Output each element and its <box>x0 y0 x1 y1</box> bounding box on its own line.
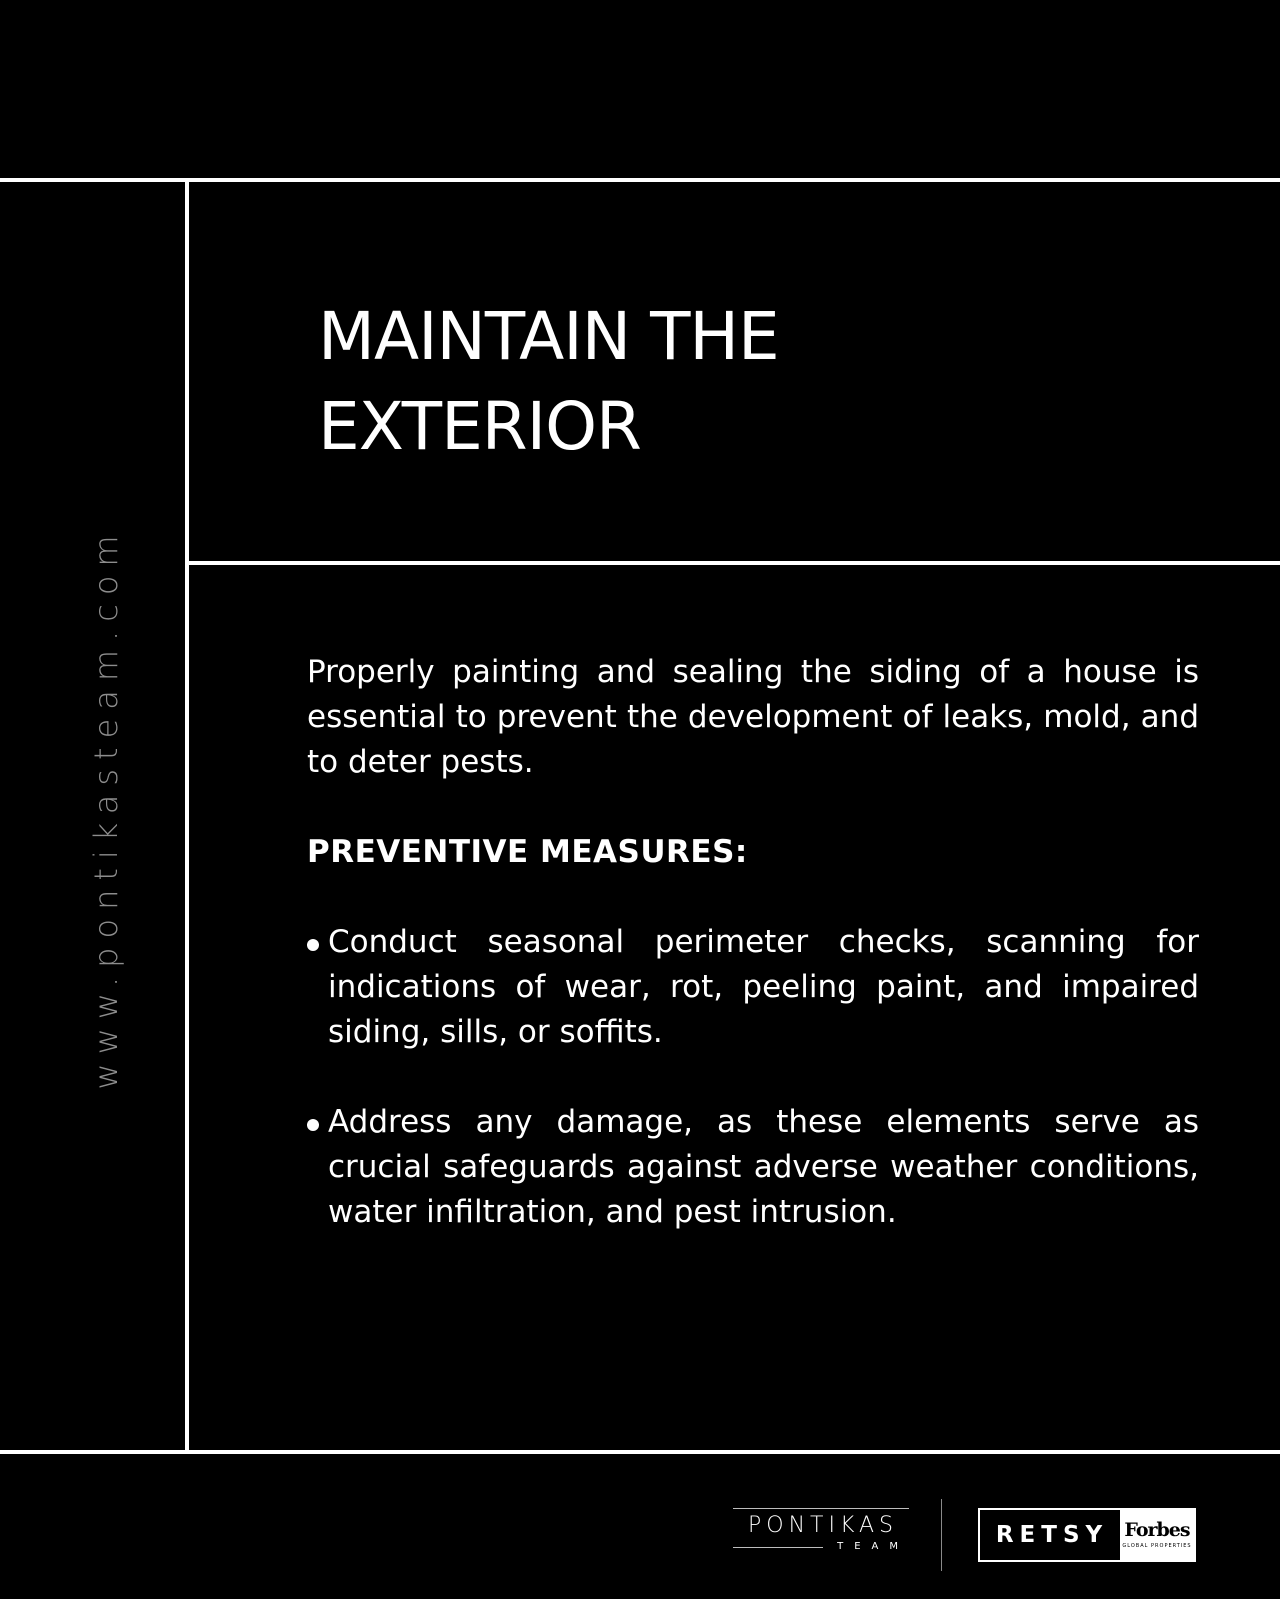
content-body <box>307 650 1199 1280</box>
frame-line-top <box>0 178 1280 182</box>
page-title <box>318 292 779 472</box>
measures-list <box>307 920 1199 1235</box>
website-url[interactable]: www.pontikasteam.com <box>87 526 125 1090</box>
title-line-2: EXTERIOR <box>318 388 641 465</box>
list-item-text: Address any damage, as these elements serve as crucial safeguards against adverse weather conditions, water infiltration, and pest intrusion. <box>328 1104 1199 1230</box>
bullet-icon <box>307 1119 319 1131</box>
forbes-logo-text: Forbes <box>1124 1519 1190 1541</box>
list-item-text: Conduct seasonal perimeter checks, scanning for indications of wear, rot, peeling paint, and impaired siding, sills, or soffits. <box>328 924 1199 1050</box>
title-line-1: MAINTAIN THE <box>318 298 779 375</box>
list-item <box>307 920 1199 1055</box>
forbes-logo-sub: GLOBAL PROPERTIES <box>1122 1543 1192 1549</box>
frame-line-left <box>185 178 189 1454</box>
pontikas-logo-name: PONTIKAS <box>747 1513 899 1538</box>
frame-line-middle <box>188 561 1280 565</box>
pontikas-team-logo <box>733 1508 909 1553</box>
pontikas-logo-sub: TEAM <box>837 1541 909 1552</box>
logo-divider <box>941 1499 942 1571</box>
retsy-logo-text: RETSY <box>995 1522 1109 1548</box>
forbes-logo <box>1120 1510 1194 1560</box>
retsy-forbes-logo <box>978 1508 1196 1562</box>
logo-rule <box>733 1508 909 1509</box>
bullet-icon <box>307 939 319 951</box>
logo-rule <box>733 1547 823 1548</box>
list-item <box>307 1100 1199 1235</box>
section-heading: PREVENTIVE MEASURES: <box>307 834 748 870</box>
intro-paragraph: Properly painting and sealing the siding of a house is essential to prevent the development of leaks, mold, and to deter pests. <box>307 654 1199 780</box>
frame-line-bottom <box>0 1450 1280 1454</box>
